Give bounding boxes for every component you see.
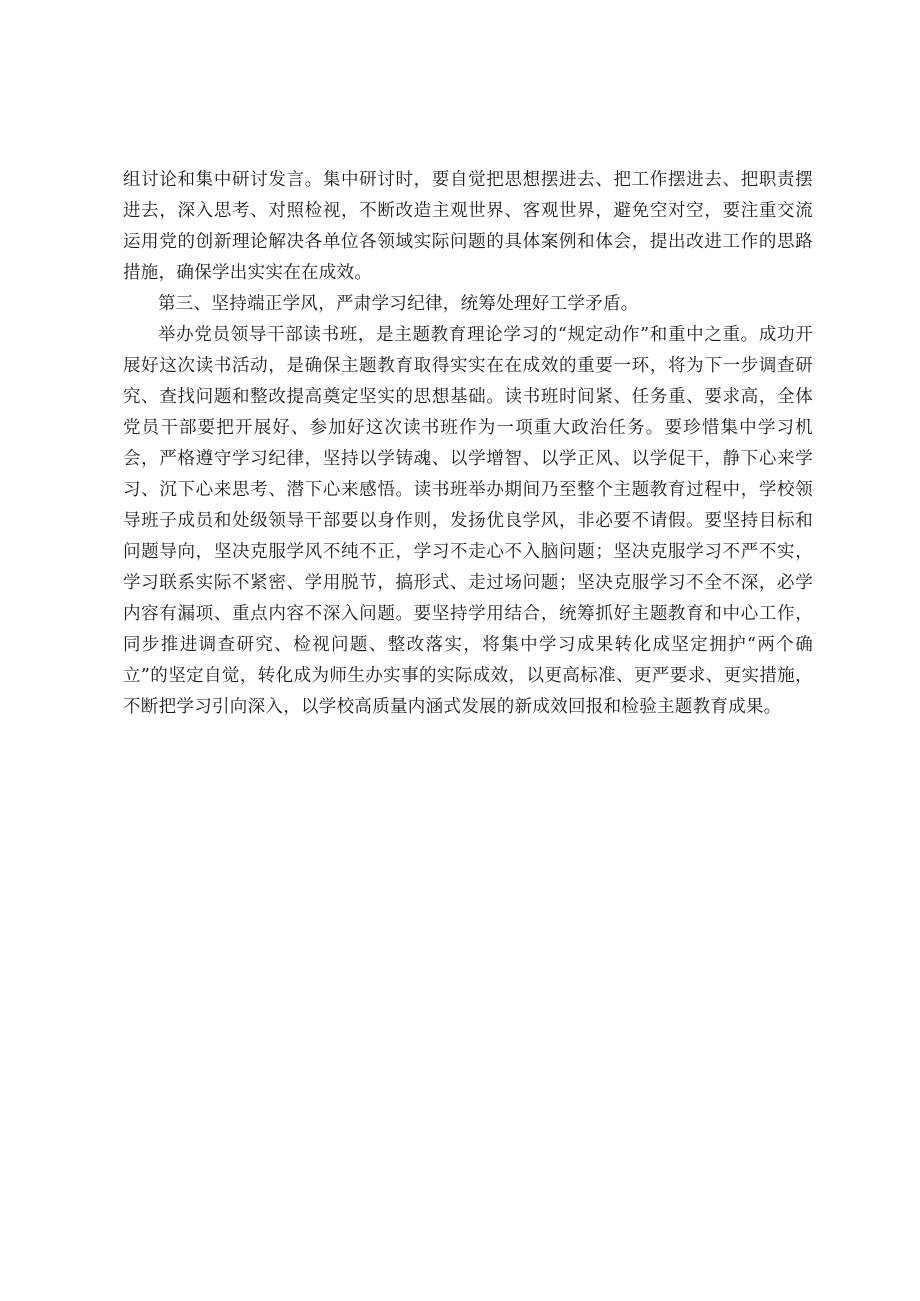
document-page (123, 165, 813, 723)
paragraph-continuation: 组讨论和集中研讨发言。集中研讨时，要自觉把思想摆进去、把工作摆进去、把职责摆进去，深入思考、对照检视，不断改造主观世界、客观世界，避免空对空，要注重交流运用党的创新理论解决各单位各领域实际问题的具体案例和体会，提出改进工作的思路措施，确保学出实实在在成效。 (123, 170, 813, 283)
section-heading: 第三、坚持端正学风，严肃学习纪律，统筹处理好工学矛盾。 (158, 294, 639, 314)
paragraph-body: 举办党员领导干部读书班，是主题教育理论学习的“规定动作”和重中之重。成功开展好这次读书活动，是确保主题教育取得实实在在成效的重要一环，将为下一步调查研究、查找问题和整改提高奠定坚实的思想基础。读书班时间紧、任务重、要求高，全体党员干部要把开展好、参加好这次读书班作为一项重大政治任务。要珍惜集中学习机会，严格遵守学习纪律，坚持以学铸魂、以学增智、以学正风、以学促干，静下心来学习、沉下心来思考、潜下心来感悟。读书班举办期间乃至整个主题教育过程中，学校领导班子成员和处级领导干部要以身作则，发扬优良学风，非必要不请假。要坚持目标和问题导向，坚决克服学风不纯不正，学习不走心不入脑问题；坚决克服学习不严不实，学习联系实际不紧密、学用脱节，搞形式、走过场问题；坚决克服学习不全不深，必学内容有漏项、重点内容不深入问题。要坚持学用结合，统筹抓好主题教育和中心工作，同步推进调查研究、检视问题、整改落实，将集中学习成果转化成坚定拥护“两个确立”的坚定自觉，转化成为师生办实事的实际成效，以更高标准、更严要求、更实措施，不断把学习引向深入，以学校高质量内涵式发展的新成效回报和检验主题教育成果。 (123, 325, 813, 717)
